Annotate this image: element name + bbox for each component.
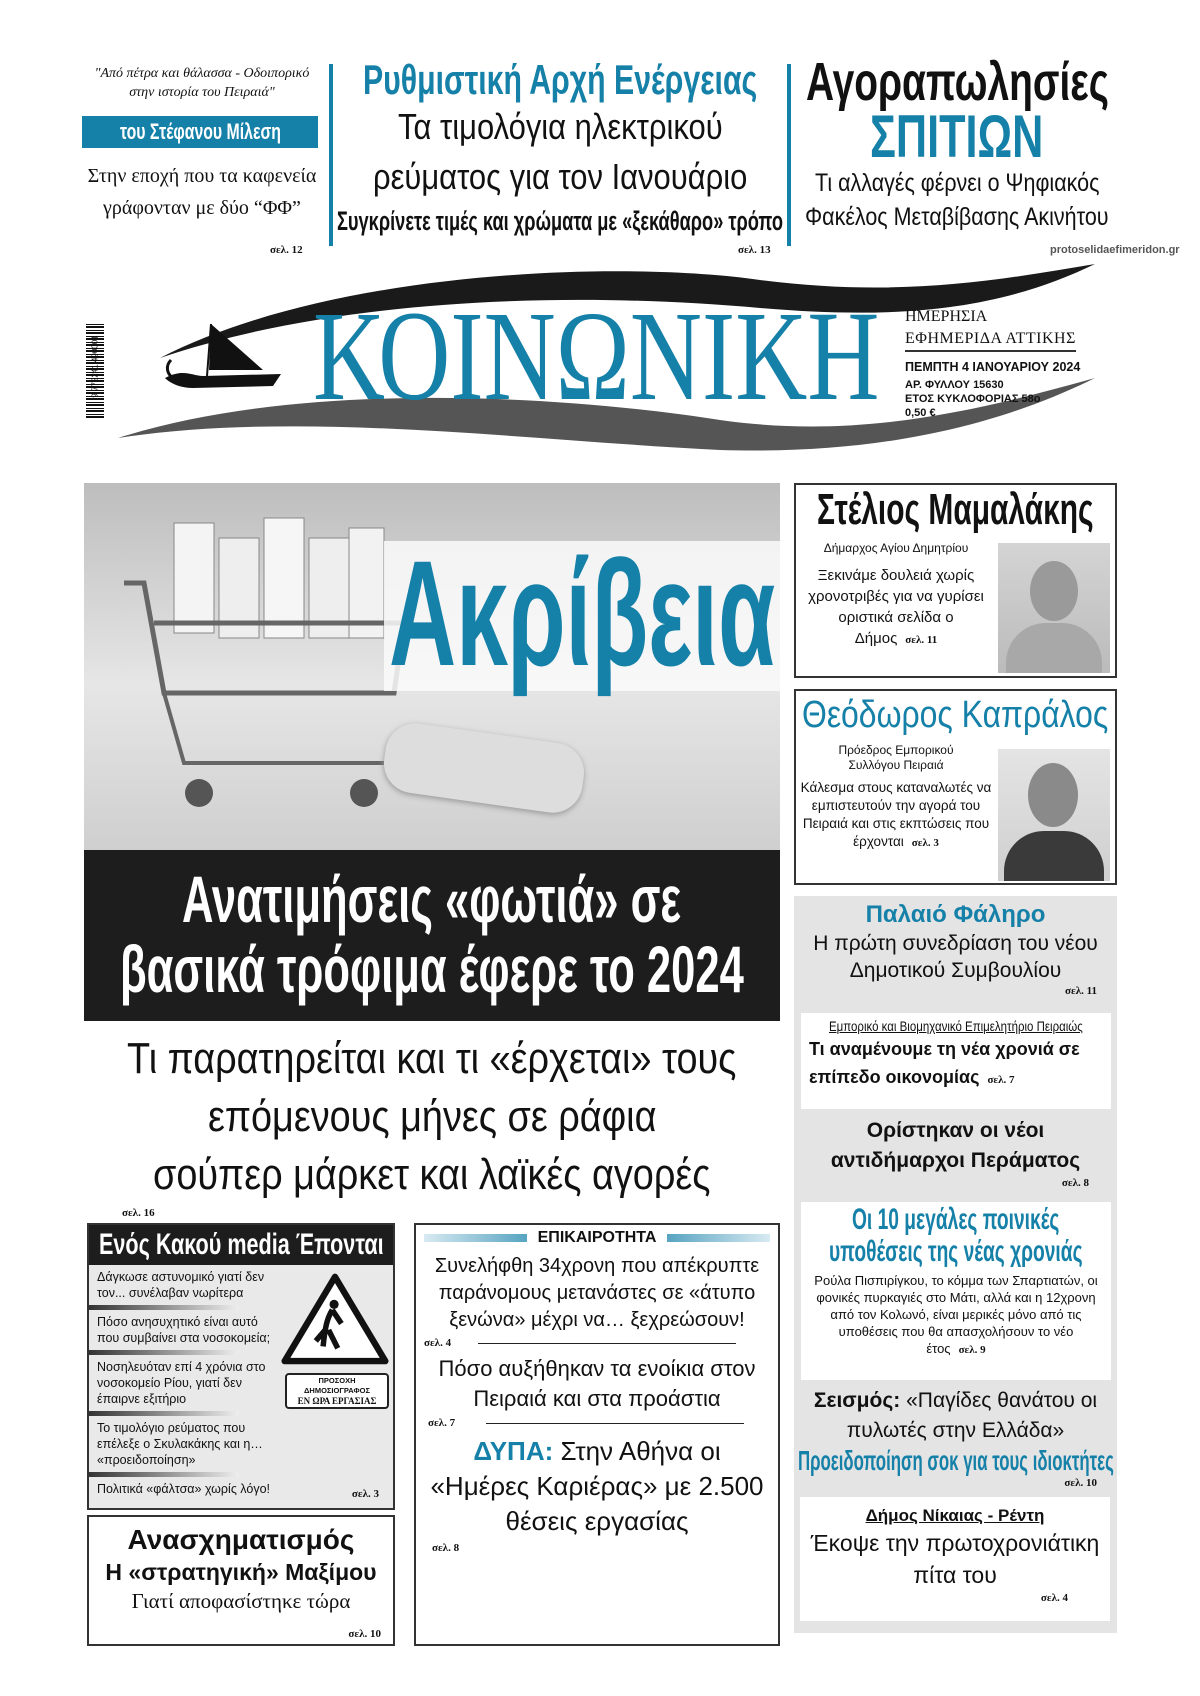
reshuffle-sub: Η «στρατηγική» Μαξίμου	[105, 1559, 377, 1585]
media-column-box[interactable]	[87, 1223, 395, 1510]
warning-sign-icon	[281, 1271, 389, 1367]
warning-sign-label: ΠΡΟΣΟΧΗ ΔΗΜΟΣΙΟΓΡΑΦΟΣ ΕΝ ΩΡΑ ΕΡΓΑΣΙΑΣ	[285, 1373, 389, 1409]
news-item[interactable]	[800, 1497, 1110, 1621]
page-ref: σελ. 13	[738, 244, 771, 256]
list-item[interactable]: Νοσηλευόταν επί 4 χρόνια στο νοσοκομείο Ρίου, γιατί δεν έπαιρνε εξιτήριο	[97, 1360, 266, 1406]
section-label: ΕΠΙΚΑΙΡΟΤΗΤΑ	[527, 1227, 667, 1249]
divider	[329, 64, 333, 246]
story-footer	[416, 1334, 778, 1354]
masthead-info	[905, 360, 1080, 420]
top-left-author-label	[82, 116, 318, 148]
reshuffle-title: Ανασχηματισμός	[127, 1524, 355, 1555]
tag-attica: ΕΦΗΜΕΡΙΔΑ ΑΤΤΙΚΗΣ	[905, 328, 1076, 352]
realestate-title-2[interactable]: ΣΠΙΤΙΩΝ	[870, 103, 1044, 170]
news-text: Η πρώτη συνεδρίαση του νέου Δημοτικού Συμβουλίου	[813, 932, 1098, 982]
page-ref: σελ. 8	[1061, 1177, 1089, 1189]
price: 0,50 €	[905, 407, 936, 419]
profile-quote: Ξεκινάμε δουλειά χωρίς χρονοτριβές για να γυρίσει οριστικά σελίδα ο Δήμος σελ. 11	[808, 567, 984, 647]
news-text: Ρούλα Πισπιρίγκου, το κόμμα των Σπαρτιατών, οι φονικές πυρκαγιές στο Μάτι, αλλά και η 12χρονη από τον Κολωνό, είναι μερικές μόνο από τις υποθέσεις που θα απασχολήσουν το νέο έτος	[814, 1273, 1098, 1356]
news-item[interactable]	[794, 1386, 1117, 1490]
page-ref: σελ. 4	[424, 1337, 452, 1349]
page-ref: σελ. 11	[1065, 985, 1097, 997]
divider	[478, 1343, 736, 1344]
list-item[interactable]: Το τιμολόγιο ρεύματος που επέλεξε ο Σκυλακάκης και η… «προειδοποίηση»	[97, 1421, 263, 1467]
portrait-photo	[998, 749, 1110, 881]
news-item[interactable]	[794, 900, 1117, 998]
page-ref: σελ. 4	[1040, 1592, 1068, 1604]
issue-date: ΠΕΜΠΤΗ 4 ΙΑΝΟΥΑΡΙΟΥ 2024	[905, 360, 1081, 374]
top-left-body[interactable]: Στην εποχή που τα καφενεία γράφονταν με δύο “ΦΦ”	[87, 165, 317, 219]
issue-number: ΑΡ. ΦΥΛΛΟΥ 15630	[905, 379, 1004, 391]
story-footer	[416, 1414, 778, 1434]
top-left-quote: "Από πέτρα και θάλασσα - Οδοιπορικό στην ιστορία του Πειραιά"	[94, 66, 310, 100]
news-item[interactable]	[801, 1202, 1111, 1380]
lead-subheadline: Τι παρατηρείται και τι «έρχεται» τους επόμενους μήνες σε ράφια σούπερ μάρκετ και λαϊκές αγορές	[127, 1034, 737, 1199]
profile-box[interactable]	[794, 483, 1117, 678]
profile-quote: Κάλεσμα στους καταναλωτές να εμπιστευτούν την αγορά του Πειραιά και στις εκπτώσεις που έρχονται σελ. 3	[800, 780, 992, 849]
news-title: Οι 10 μεγάλες ποινικές	[852, 1203, 1060, 1236]
energy-sub: Συγκρίνετε τιμές και χρώματα με «ξεκάθαρο» τρόπο	[336, 206, 783, 236]
profile-name: Θεόδωρος Καπράλος	[802, 694, 1109, 736]
page-ref: σελ. 9	[958, 1344, 986, 1356]
list-item[interactable]: Δάγκωσε αστυνομικό γιατί δεν τον... συνέλαβαν νωρίτερα	[97, 1270, 265, 1300]
page-ref: σελ. 7	[428, 1417, 456, 1429]
news-text: Ορίστηκαν οι νέοι αντιδήμαρχοι Περάματος	[830, 1119, 1081, 1172]
news-kicker: Εμπορικό και Βιομηχανικό Επιμελητήριο Πειραιώς	[829, 1018, 1083, 1034]
news-text: «Παγίδες θανάτου οι πυλωτές στην Ελλάδα»	[846, 1389, 1098, 1442]
page-ref: σελ. 8	[432, 1542, 460, 1554]
news-kicker: Δήμος Νίκαιας - Ρέντη	[865, 1506, 1045, 1525]
page-ref: σελ. 11	[905, 634, 938, 646]
portrait-photo	[998, 543, 1110, 673]
energy-kicker[interactable]: Ρυθμιστική Αρχή Ενέργειας	[362, 56, 758, 103]
profile-role: Δήμαρχος Αγίου Δημητρίου	[823, 541, 969, 555]
section-label-bar	[416, 1227, 778, 1249]
profile-box[interactable]	[794, 689, 1117, 885]
story[interactable]: Συνελήφθη 34χρονη που απέκρυπτε παράνομους μετανάστες σε «άτυπο ξενώνα» μέχρι να… ξεχρεώσουν!	[434, 1255, 760, 1331]
realestate-title[interactable]: Αγοραπωλησίες	[805, 52, 1109, 112]
tag-daily: ΗΜΕΡΗΣΙΑ	[905, 308, 988, 325]
news-sub: Προειδοποίηση σοκ για τους ιδιοκτήτες	[797, 1445, 1114, 1476]
story[interactable]: Πόσο αυξήθηκαν τα ενοίκια στον Πειραιά και στα προάστια	[438, 1356, 756, 1411]
newspaper-title: ΚΟΙΝΩΝΙΚΗ	[312, 285, 880, 427]
list-item[interactable]: Πολιτικά «φάλτσα» χωρίς λόγο!	[97, 1482, 270, 1496]
page-ref: σελ. 10	[1064, 1477, 1097, 1489]
barcode-number: 9 772241 490001	[90, 335, 100, 398]
realestate-body: Τι αλλαγές φέρνει ο Ψηφιακός Φακέλος Μεταβίβασης Ακινήτου	[805, 169, 1109, 231]
lead-photo[interactable]	[84, 483, 780, 850]
divider	[787, 64, 791, 246]
lead-headline[interactable]: Ανατιμήσεις «φωτιά» σε βασικά τρόφιμα έφερε το 2024	[84, 850, 780, 1021]
page-ref: σελ. 16	[122, 1207, 155, 1219]
list-item[interactable]: Πόσο ανησυχητικό είναι αυτό που συμβαίνει στα νοσοκομεία;	[97, 1315, 271, 1345]
news-title: υποθέσεις της νέας χρονιάς	[829, 1235, 1083, 1268]
page-ref: σελ. 3	[351, 1488, 379, 1500]
page-ref: σελ. 10	[348, 1628, 381, 1640]
page-ref: σελ. 7	[987, 1074, 1015, 1086]
reshuffle-box[interactable]	[87, 1515, 395, 1646]
profile-role: Πρόεδρος Εμπορικού Συλλόγου Πειραιά	[838, 743, 954, 772]
profile-name: Στέλιος Μαμαλάκης	[817, 485, 1094, 534]
author-name: του Στέφανου Μίλεση	[119, 119, 281, 144]
news-text: Έκοψε την πρωτοχρονιάτικη πίτα του	[810, 1530, 1100, 1588]
news-panel	[794, 896, 1117, 1633]
story-footer	[416, 1539, 778, 1559]
story-kicker: ΔΥΠΑ:	[473, 1436, 554, 1466]
reshuffle-body: Γιατί αποφασίστηκε τώρα	[131, 1589, 351, 1613]
current-affairs-box	[414, 1223, 780, 1646]
page-ref: σελ. 3	[911, 837, 939, 849]
news-item[interactable]	[801, 1013, 1111, 1109]
energy-headline[interactable]: Τα τιμολόγια ηλεκτρικού ρεύματος για τον Ιανουάριο	[372, 106, 748, 197]
issue-year: ΕΤΟΣ ΚΥΚΛΟΦΟΡΙΑΣ 58ο	[905, 393, 1041, 405]
news-text: Τι αναμένουμε τη νέα χρονιά σε επίπεδο οικονομίας	[809, 1039, 1080, 1087]
news-kicker: Σεισμός:	[813, 1389, 901, 1412]
shopping-cart-icon	[104, 513, 424, 843]
divider	[486, 1423, 744, 1424]
media-column-title: Ενός Κακού media Έπονται	[89, 1225, 393, 1265]
news-kicker: Παλαιό Φάληρο	[865, 901, 1046, 928]
watermark: protoselidaefimeridon.gr	[1050, 244, 1180, 256]
masthead-tag	[905, 306, 1076, 352]
page-ref: σελ. 12	[270, 244, 303, 256]
story[interactable]: ΔΥΠΑ: Στην Αθήνα οι «Ημέρες Καριέρας» με 2.500 θέσεις εργασίας	[430, 1436, 764, 1536]
lead-word[interactable]: Ακρίβεια	[388, 529, 776, 697]
news-item[interactable]	[794, 1116, 1117, 1190]
ship-logo-icon	[163, 320, 288, 395]
